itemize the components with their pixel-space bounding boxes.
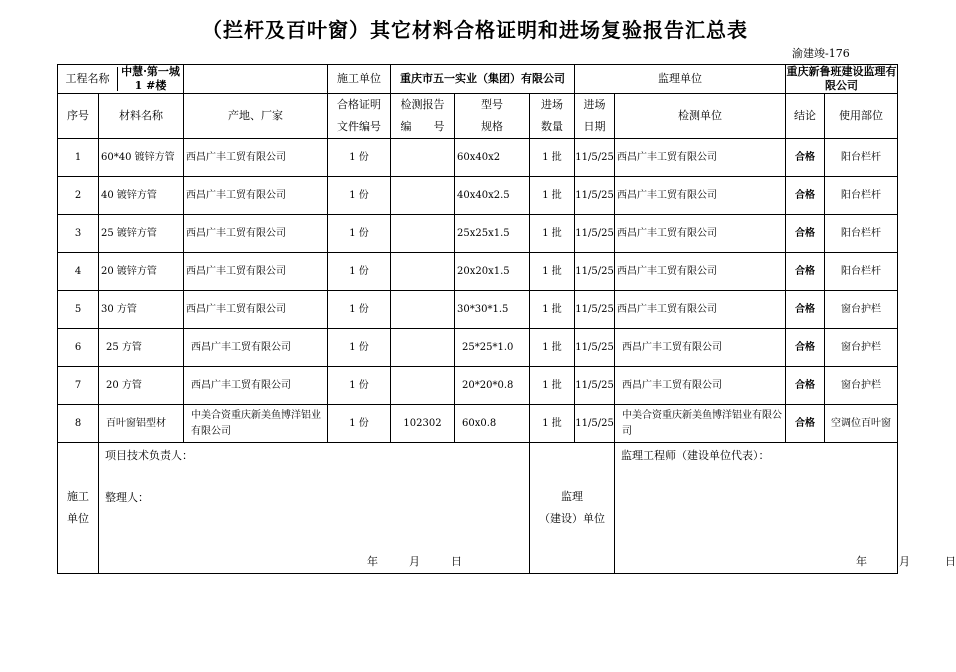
model-cell: 60x40x2 — [455, 139, 530, 177]
table-row — [58, 291, 898, 329]
usage-cell: 阳台栏杆 — [825, 139, 898, 177]
lab-cell: 西昌广丰工贸有限公司 — [615, 253, 786, 291]
qty-cell: 1 批 — [530, 139, 575, 177]
usage-cell: 窗台护栏 — [825, 329, 898, 367]
model-cell: 25*25*1.0 — [455, 329, 530, 367]
supervisor-sign-area — [615, 443, 956, 574]
report-cell — [391, 177, 455, 215]
supervisor-year-label: 年 — [856, 555, 868, 568]
builder-unit-label-line2: 单位 — [67, 512, 89, 525]
project-info-row — [58, 65, 898, 94]
date-cell: 11/5/25 — [575, 215, 615, 253]
supervisor-unit-label — [530, 443, 615, 574]
builder-day-label: 日 — [451, 555, 462, 568]
col-result: 结论 — [786, 94, 825, 139]
material-cell: 百叶窗铝型材 — [99, 405, 184, 443]
result-cell: 合格 — [786, 367, 825, 405]
seq-cell: 1 — [58, 139, 99, 177]
origin-cell: 中美合资重庆新美鱼博洋铝业有限公司 — [184, 405, 328, 443]
cert-cell: 1 份 — [328, 405, 391, 443]
usage-cell: 空调位百叶窗 — [825, 405, 898, 443]
origin-cell: 西昌广丰工贸有限公司 — [184, 253, 328, 291]
supervisor-month-label: 月 — [899, 555, 911, 568]
sup-engineer-label: 监理工程师（建设单位代表）： — [621, 449, 770, 462]
table-row — [58, 367, 898, 405]
seq-cell: 4 — [58, 253, 99, 291]
origin-cell: 西昌广丰工贸有限公司 — [184, 215, 328, 253]
origin-cell: 西昌广丰工贸有限公司 — [184, 367, 328, 405]
date-cell: 11/5/25 — [575, 139, 615, 177]
col-report-line2: 编 号 — [400, 120, 445, 133]
project-label: 工程名称 — [58, 67, 118, 91]
material-cell: 30 方管 — [99, 291, 184, 329]
supervisor-day-label: 日 — [945, 555, 956, 568]
col-qty-line1: 进场 — [541, 98, 564, 111]
qty-cell: 1 批 — [530, 291, 575, 329]
cert-cell: 1 份 — [328, 253, 391, 291]
col-report — [391, 94, 455, 139]
page-title: （拦杆及百叶窗）其它材料合格证明和进场复验报告汇总表 — [202, 18, 748, 42]
report-cell — [391, 253, 455, 291]
date-cell: 11/5/25 — [575, 177, 615, 215]
builder-month-label: 月 — [409, 555, 420, 568]
origin-cell: 西昌广丰工贸有限公司 — [184, 139, 328, 177]
qty-cell: 1 批 — [530, 215, 575, 253]
model-cell: 20x20x1.5 — [455, 253, 530, 291]
table-row — [58, 177, 898, 215]
supervisor-label: 监理单位 — [575, 65, 786, 94]
report-cell — [391, 291, 455, 329]
date-cell: 11/5/25 — [575, 253, 615, 291]
date-cell: 11/5/25 — [575, 291, 615, 329]
model-cell: 20*20*0.8 — [455, 367, 530, 405]
builder-value: 重庆市五一实业（集团）有限公司 — [391, 65, 575, 94]
lab-cell: 西昌广丰工贸有限公司 — [615, 215, 786, 253]
col-cert — [328, 94, 391, 139]
supervisor-unit-label-line2: （建设）单位 — [539, 512, 606, 525]
cert-cell: 1 份 — [328, 367, 391, 405]
result-cell: 合格 — [786, 139, 825, 177]
builder-sign-area — [99, 443, 530, 574]
result-cell: 合格 — [786, 215, 825, 253]
data-rows — [58, 139, 898, 443]
project-value: 中慧·第一城 1 #楼 — [121, 65, 180, 92]
col-date — [575, 94, 615, 139]
model-cell: 30*30*1.5 — [455, 291, 530, 329]
col-model-line1: 型号 — [481, 98, 504, 111]
col-seq: 序号 — [58, 94, 99, 139]
qty-cell: 1 批 — [530, 329, 575, 367]
col-qty-line2: 数量 — [541, 120, 564, 133]
seq-cell: 7 — [58, 367, 99, 405]
model-cell: 60x0.8 — [455, 405, 530, 443]
qty-cell: 1 批 — [530, 177, 575, 215]
col-cert-line2: 文件编号 — [337, 120, 382, 133]
report-cell — [391, 329, 455, 367]
lab-cell: 西昌广丰工贸有限公司 — [615, 291, 786, 329]
result-cell: 合格 — [786, 177, 825, 215]
seq-cell: 2 — [58, 177, 99, 215]
material-cell: 40 镀锌方管 — [99, 177, 184, 215]
col-report-line1: 检测报告 — [400, 98, 445, 111]
origin-cell: 西昌广丰工贸有限公司 — [184, 177, 328, 215]
seq-cell: 3 — [58, 215, 99, 253]
date-cell: 11/5/25 — [575, 367, 615, 405]
qty-cell: 1 批 — [530, 367, 575, 405]
report-cell — [391, 367, 455, 405]
builder-label: 施工单位 — [328, 65, 391, 94]
col-origin: 产地、厂家 — [184, 94, 328, 139]
cert-cell: 1 份 — [328, 139, 391, 177]
origin-cell: 西昌广丰工贸有限公司 — [184, 329, 328, 367]
usage-cell: 阳台栏杆 — [825, 253, 898, 291]
result-cell: 合格 — [786, 405, 825, 443]
qty-cell: 1 批 — [530, 405, 575, 443]
material-cell: 20 方管 — [99, 367, 184, 405]
seq-cell: 5 — [58, 291, 99, 329]
cert-cell: 1 份 — [328, 215, 391, 253]
project-value-extension — [184, 65, 328, 94]
col-date-line2: 日期 — [583, 120, 606, 133]
report-cell — [391, 215, 455, 253]
lab-cell: 西昌广丰工贸有限公司 — [615, 139, 786, 177]
table-row — [58, 215, 898, 253]
usage-cell: 窗台护栏 — [825, 291, 898, 329]
seq-cell: 8 — [58, 405, 99, 443]
col-qty — [530, 94, 575, 139]
model-cell: 40x40x2.5 — [455, 177, 530, 215]
report-cell — [391, 139, 455, 177]
col-usage: 使用部位 — [825, 94, 898, 139]
date-cell: 11/5/25 — [575, 329, 615, 367]
material-cell: 60*40 镀锌方管 — [99, 139, 184, 177]
col-date-line1: 进场 — [583, 98, 606, 111]
builder-unit-label — [58, 443, 99, 574]
organizer-label: 整理人： — [105, 491, 149, 504]
result-cell: 合格 — [786, 329, 825, 367]
result-cell: 合格 — [786, 291, 825, 329]
date-cell: 11/5/25 — [575, 405, 615, 443]
col-lab: 检测单位 — [615, 94, 786, 139]
builder-unit-label-line1: 施工 — [67, 490, 89, 503]
document-code: 渝建竣-176 — [792, 47, 850, 60]
table-row — [58, 329, 898, 367]
table-row — [58, 405, 898, 443]
lab-cell: 西昌广丰工贸有限公司 — [615, 177, 786, 215]
origin-cell: 西昌广丰工贸有限公司 — [184, 291, 328, 329]
seq-cell: 6 — [58, 329, 99, 367]
col-model — [455, 94, 530, 139]
col-material: 材料名称 — [99, 94, 184, 139]
material-cell: 20 镀锌方管 — [99, 253, 184, 291]
tech-lead-label: 项目技术负责人： — [105, 449, 193, 462]
column-header-row — [58, 94, 898, 139]
usage-cell: 阳台栏杆 — [825, 215, 898, 253]
lab-cell: 西昌广丰工贸有限公司 — [615, 329, 786, 367]
signature-row — [58, 443, 898, 574]
cert-cell: 1 份 — [328, 177, 391, 215]
qty-cell: 1 批 — [530, 253, 575, 291]
col-model-line2: 规格 — [481, 120, 504, 133]
materials-table — [57, 64, 956, 574]
table-row — [58, 253, 898, 291]
material-cell: 25 镀锌方管 — [99, 215, 184, 253]
table-row — [58, 139, 898, 177]
lab-cell: 西昌广丰工贸有限公司 — [615, 367, 786, 405]
usage-cell: 窗台护栏 — [825, 367, 898, 405]
result-cell: 合格 — [786, 253, 825, 291]
report-cell: 102302 — [391, 405, 455, 443]
material-cell: 25 方管 — [99, 329, 184, 367]
builder-year-label: 年 — [367, 555, 378, 568]
usage-cell: 阳台栏杆 — [825, 177, 898, 215]
lab-cell: 中美合资重庆新美鱼博洋铝业有限公司 — [615, 405, 786, 443]
cert-cell: 1 份 — [328, 329, 391, 367]
supervisor-value: 重庆新鲁班建设监理有限公司 — [786, 65, 897, 92]
col-cert-line1: 合格证明 — [337, 98, 382, 111]
cert-cell: 1 份 — [328, 291, 391, 329]
model-cell: 25x25x1.5 — [455, 215, 530, 253]
supervisor-unit-label-line1: 监理 — [561, 490, 584, 503]
